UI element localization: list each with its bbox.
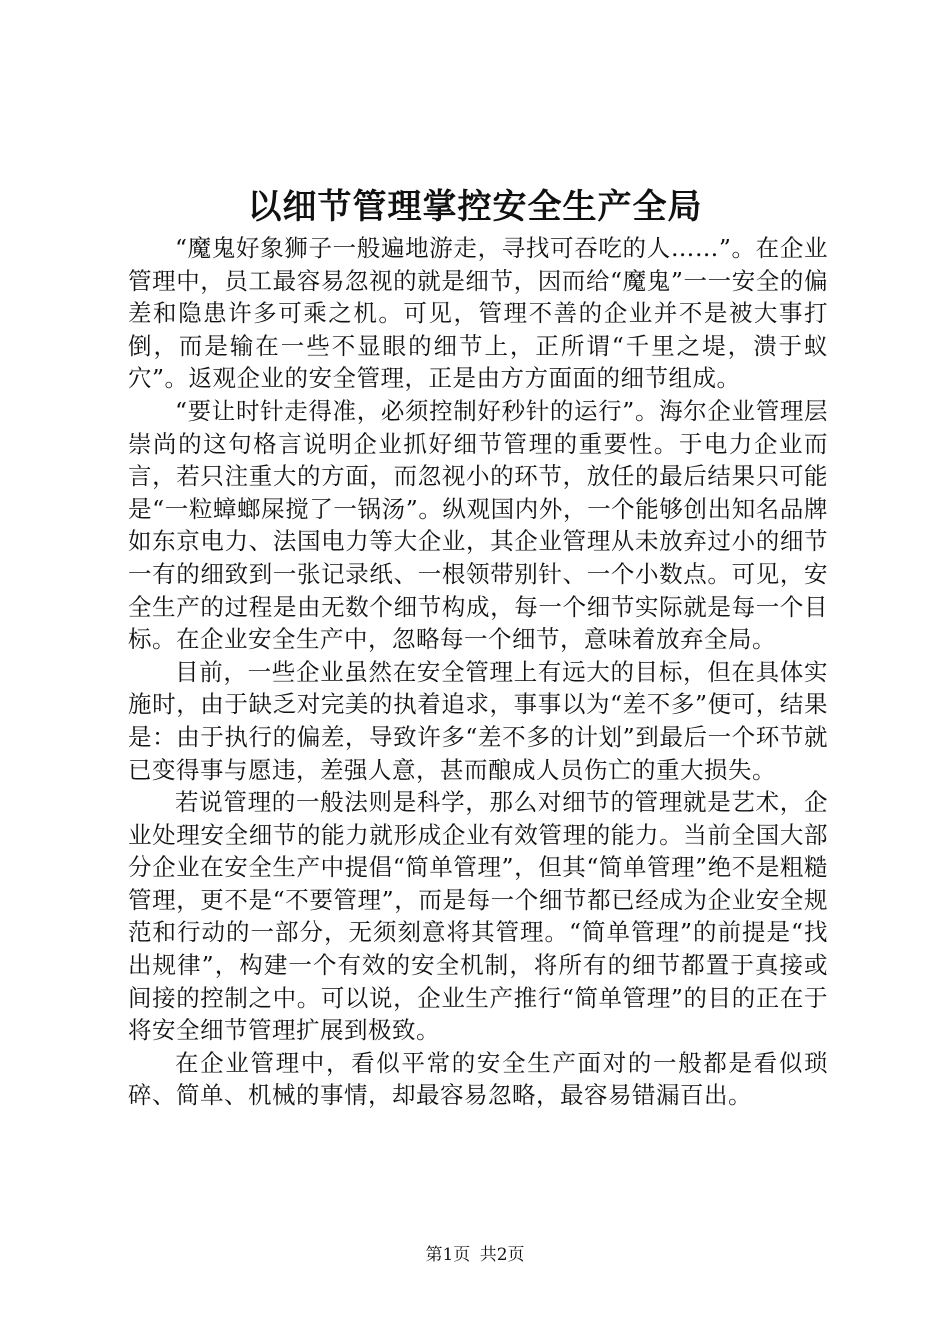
paragraph-2: “要让时针走得准，必须控制好秒针的运行”。海尔企业管理层崇尚的这句格言说明企业抓好细节管理的重要性。于电力企业而言，若只注重大的方面，而忽视小的环节，放任的最后结果只可能是“一粒蟑螂屎搅了一锅汤”。纵观国内外，一个能够创出知名品牌如东京电力、法国电力等大企业，其企业管理从未放弃过小的细节一有的细致到一张记录纸、一根领带别针、一个小数点。可见，安全生产的过程是由无数个细节构成，每一个细节实际就是每一个目标。在企业安全生产中，忽略每一个细节，意味着放弃全局。 [128,396,828,654]
paragraph-1: “魔鬼好象狮子一般遍地游走，寻找可吞吃的人……”。在企业管理中，员工最容易忽视的就是细节，因而给“魔鬼”一一安全的偏差和隐患许多可乘之机。可见，管理不善的企业并不是被大事打倒，而是输在一些不显眼的细节上，正所谓“千里之堤，溃于蚁穴”。返观企业的安全管理，正是由方方面面的细节组成。 [128,234,828,393]
paragraph-4: 若说管理的一般法则是科学，那么对细节的管理就是艺术，企业处理安全细节的能力就形成企业有效管理的能力。当前全国大部分企业在安全生产中提倡“简单管理”，但其“简单管理”绝不是粗糙管理，更不是“不要管理”，而是每一个细节都已经成为企业安全规范和行动的一部分，无须刻意将其管理。“简单管理”的前提是“找出规律”，构建一个有效的安全机制，将所有的细节都置于真接或间接的控制之中。可以说，企业生产推行“简单管理”的目的正在于将安全细节管理扩展到极致。 [128,788,828,1045]
document-title: 以细节管理掌控安全生产全局 [247,187,703,227]
paragraph-5: 在企业管理中，看似平常的安全生产面对的一般都是看似琐碎、简单、机械的事情，却最容易忽略，最容易错漏百出。 [128,1048,828,1110]
page-number-current: 第1页 [425,1245,471,1265]
paragraph-3: 目前，一些企业虽然在安全管理上有远大的目标，但在具体实施时，由于缺乏对完美的执着追求，事事以为“差不多”便可，结果是：由于执行的偏差，导致许多“差不多的计划”到最后一个环节就已变得事与愿违，差强人意，甚而酿成人员伤亡的重大损失。 [128,657,828,784]
page-footer [0,1244,950,1266]
page-number-total: 共2页 [479,1245,525,1265]
document-body [128,232,828,1112]
